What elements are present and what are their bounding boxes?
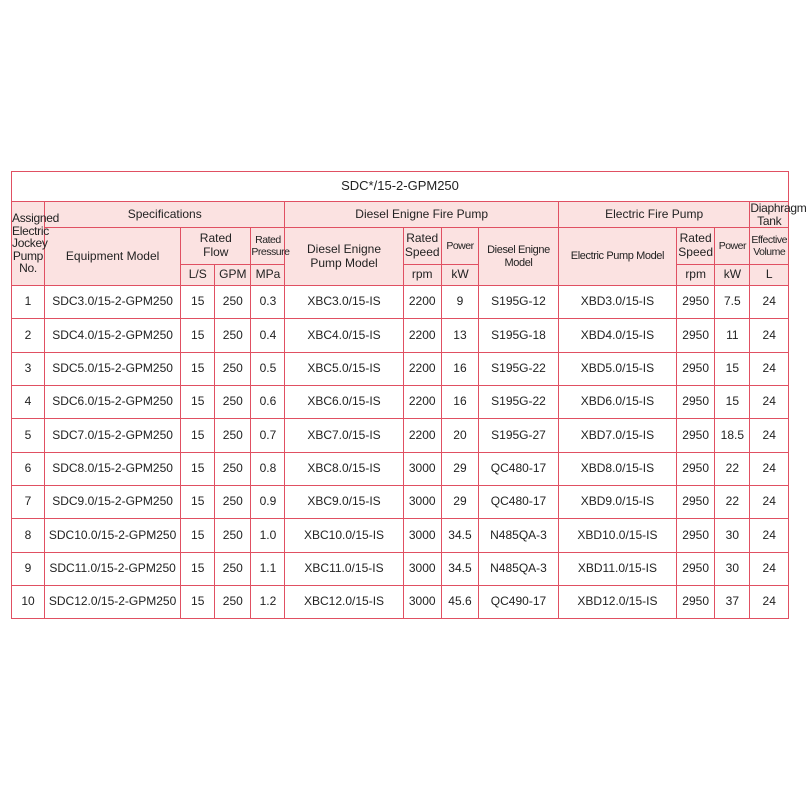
electric-pump-model-cell: XBD8.0/15-IS	[558, 452, 676, 485]
equipment-model-cell: SDC5.0/15-2-GPM250	[44, 352, 180, 385]
diesel-power-cell: 34.5	[441, 552, 478, 585]
row-number: 10	[12, 585, 45, 618]
electric-speed-cell: 2950	[677, 386, 715, 419]
flow-gpm-cell: 250	[215, 452, 251, 485]
table-body	[12, 286, 789, 619]
diesel-rated-speed-header: Rated Speed	[403, 228, 441, 265]
diesel-engine-model-cell: QC490-17	[479, 585, 559, 618]
electric-rated-speed-header: Rated Speed	[677, 228, 715, 265]
table-row	[12, 419, 789, 452]
equipment-model-cell: SDC6.0/15-2-GPM250	[44, 386, 180, 419]
table-row	[12, 552, 789, 585]
electric-pump-model-cell: XBD6.0/15-IS	[558, 386, 676, 419]
pressure-cell: 1.1	[251, 552, 285, 585]
flow-gpm-cell: 250	[215, 319, 251, 352]
diesel-speed-cell: 3000	[403, 485, 441, 518]
row-number: 4	[12, 386, 45, 419]
pressure-cell: 0.9	[251, 485, 285, 518]
equipment-model-cell: SDC10.0/15-2-GPM250	[44, 519, 180, 552]
diesel-pump-model-cell: XBC10.0/15-IS	[285, 519, 403, 552]
effective-volume-cell: 24	[750, 519, 789, 552]
diesel-engine-model-cell: N485QA-3	[479, 519, 559, 552]
table-row	[12, 485, 789, 518]
specifications-header: Specifications	[44, 202, 284, 228]
diaphragm-tank-header: Diaphragm Tank	[750, 201, 806, 228]
diesel-speed-cell: 2200	[403, 319, 441, 352]
electric-speed-cell: 2950	[677, 452, 715, 485]
table-row	[12, 519, 789, 552]
flow-gpm-cell: 250	[215, 519, 251, 552]
diesel-engine-model-cell: S195G-22	[479, 386, 559, 419]
diesel-power-cell: 16	[441, 386, 478, 419]
diesel-engine-model-cell: S195G-12	[479, 286, 559, 319]
row-number: 8	[12, 519, 45, 552]
pressure-cell: 0.3	[251, 286, 285, 319]
table-row	[12, 352, 789, 385]
diesel-engine-model-cell: QC480-17	[479, 485, 559, 518]
diesel-speed-cell: 2200	[403, 419, 441, 452]
effective-volume-cell: 24	[750, 286, 789, 319]
electric-pump-model-cell: XBD9.0/15-IS	[558, 485, 676, 518]
electric-speed-cell: 2950	[677, 352, 715, 385]
diesel-pump-model-cell: XBC5.0/15-IS	[285, 352, 403, 385]
pressure-cell: 0.8	[251, 452, 285, 485]
flow-gpm-cell: 250	[215, 552, 251, 585]
diesel-speed-cell: 3000	[403, 519, 441, 552]
electric-pump-model-cell: XBD7.0/15-IS	[558, 419, 676, 452]
diesel-pump-model-cell: XBC11.0/15-IS	[285, 552, 403, 585]
diesel-engine-model-cell: N485QA-3	[479, 552, 559, 585]
table-row	[12, 452, 789, 485]
effective-volume-cell: 24	[750, 585, 789, 618]
flow-ls-cell: 15	[181, 386, 215, 419]
equipment-model-cell: SDC9.0/15-2-GPM250	[44, 485, 180, 518]
electric-power-cell: 15	[715, 352, 750, 385]
equipment-model-cell: SDC7.0/15-2-GPM250	[44, 419, 180, 452]
table-title: SDC*/15-2-GPM250	[12, 172, 789, 202]
diesel-power-cell: 29	[441, 452, 478, 485]
effective-volume-cell: 24	[750, 485, 789, 518]
diesel-engine-model-cell: QC480-17	[479, 452, 559, 485]
flow-gpm-cell: 250	[215, 485, 251, 518]
row-number: 9	[12, 552, 45, 585]
electric-speed-cell: 2950	[677, 552, 715, 585]
electric-speed-cell: 2950	[677, 519, 715, 552]
flow-gpm-cell: 250	[215, 352, 251, 385]
electric-speed-cell: 2950	[677, 319, 715, 352]
diesel-pump-model-cell: XBC12.0/15-IS	[285, 585, 403, 618]
pressure-cell: 0.4	[251, 319, 285, 352]
row-number: 6	[12, 452, 45, 485]
unit-flow-ls: L/S	[181, 265, 215, 286]
jockey-pump-no-header: Assigned Electric Jockey Pump No.	[12, 202, 45, 286]
electric-power-cell: 15	[715, 386, 750, 419]
diesel-power-cell: 34.5	[441, 519, 478, 552]
electric-pump-model-cell: XBD11.0/15-IS	[558, 552, 676, 585]
row-number: 5	[12, 419, 45, 452]
flow-ls-cell: 15	[181, 452, 215, 485]
electric-pump-model-cell: XBD4.0/15-IS	[558, 319, 676, 352]
diesel-power-header: Power	[441, 228, 478, 265]
diesel-engine-model-cell: S195G-27	[479, 419, 559, 452]
electric-speed-cell: 2950	[677, 286, 715, 319]
diesel-pump-model-cell: XBC8.0/15-IS	[285, 452, 403, 485]
effective-volume-cell: 24	[750, 352, 789, 385]
diesel-pump-model-cell: XBC6.0/15-IS	[285, 386, 403, 419]
equipment-model-cell: SDC4.0/15-2-GPM250	[44, 319, 180, 352]
flow-ls-cell: 15	[181, 319, 215, 352]
diesel-engine-model-header: Diesel Enigne Model	[479, 228, 559, 286]
table-row	[12, 585, 789, 618]
unit-pressure: MPa	[251, 265, 285, 286]
pressure-cell: 0.7	[251, 419, 285, 452]
equipment-model-cell: SDC12.0/15-2-GPM250	[44, 585, 180, 618]
unit-diesel-speed: rpm	[403, 265, 441, 286]
electric-power-cell: 30	[715, 519, 750, 552]
unit-flow-gpm: GPM	[215, 265, 251, 286]
row-number: 1	[12, 286, 45, 319]
unit-volume: L	[750, 265, 789, 286]
row-number: 3	[12, 352, 45, 385]
electric-power-cell: 18.5	[715, 419, 750, 452]
diesel-power-cell: 45.6	[441, 585, 478, 618]
flow-ls-cell: 15	[181, 286, 215, 319]
electric-speed-cell: 2950	[677, 419, 715, 452]
diesel-speed-cell: 2200	[403, 352, 441, 385]
pump-spec-table	[11, 171, 806, 619]
diesel-power-cell: 13	[441, 319, 478, 352]
diesel-pump-model-cell: XBC4.0/15-IS	[285, 319, 403, 352]
unit-electric-speed: rpm	[677, 265, 715, 286]
diesel-pump-model-header: Diesel Enigne Pump Model	[285, 228, 403, 286]
rated-pressure-header: Rated Pressure	[251, 228, 285, 265]
diesel-power-cell: 9	[441, 286, 478, 319]
effective-volume-cell: 24	[750, 319, 789, 352]
pressure-cell: 1.0	[251, 519, 285, 552]
diesel-pump-model-cell: XBC3.0/15-IS	[285, 286, 403, 319]
flow-gpm-cell: 250	[215, 286, 251, 319]
electric-power-cell: 22	[715, 485, 750, 518]
effective-volume-header: Effective Volume	[750, 228, 789, 265]
flow-gpm-cell: 250	[215, 386, 251, 419]
diesel-power-cell: 16	[441, 352, 478, 385]
diesel-engine-model-cell: S195G-22	[479, 352, 559, 385]
electric-speed-cell: 2950	[677, 485, 715, 518]
electric-power-cell: 11	[715, 319, 750, 352]
electric-power-cell: 22	[715, 452, 750, 485]
diesel-pump-model-cell: XBC7.0/15-IS	[285, 419, 403, 452]
diesel-speed-cell: 3000	[403, 585, 441, 618]
diesel-power-cell: 29	[441, 485, 478, 518]
electric-pump-model-cell: XBD12.0/15-IS	[558, 585, 676, 618]
equipment-model-cell: SDC3.0/15-2-GPM250	[44, 286, 180, 319]
flow-ls-cell: 15	[181, 419, 215, 452]
electric-pump-model-cell: XBD5.0/15-IS	[558, 352, 676, 385]
diesel-speed-cell: 3000	[403, 452, 441, 485]
unit-diesel-power: kW	[441, 265, 478, 286]
flow-ls-cell: 15	[181, 585, 215, 618]
diesel-fire-pump-header: Diesel Enigne Fire Pump	[285, 202, 558, 228]
effective-volume-cell: 24	[750, 552, 789, 585]
equipment-model-cell: SDC8.0/15-2-GPM250	[44, 452, 180, 485]
flow-gpm-cell: 250	[215, 585, 251, 618]
flow-ls-cell: 15	[181, 485, 215, 518]
flow-ls-cell: 15	[181, 352, 215, 385]
table-row	[12, 286, 789, 319]
diesel-power-cell: 20	[441, 419, 478, 452]
electric-pump-model-cell: XBD3.0/15-IS	[558, 286, 676, 319]
electric-speed-cell: 2950	[677, 585, 715, 618]
table-row	[12, 319, 789, 352]
pressure-cell: 0.6	[251, 386, 285, 419]
electric-pump-model-cell: XBD10.0/15-IS	[558, 519, 676, 552]
pressure-cell: 1.2	[251, 585, 285, 618]
electric-power-header: Power	[715, 228, 750, 265]
rated-flow-header: Rated Flow	[181, 228, 251, 265]
diesel-speed-cell: 2200	[403, 286, 441, 319]
pressure-cell: 0.5	[251, 352, 285, 385]
flow-gpm-cell: 250	[215, 419, 251, 452]
equipment-model-header: Equipment Model	[44, 228, 180, 286]
effective-volume-cell: 24	[750, 386, 789, 419]
row-number: 7	[12, 485, 45, 518]
diesel-pump-model-cell: XBC9.0/15-IS	[285, 485, 403, 518]
effective-volume-cell: 24	[750, 452, 789, 485]
effective-volume-cell: 24	[750, 419, 789, 452]
electric-power-cell: 37	[715, 585, 750, 618]
electric-fire-pump-header: Electric Fire Pump	[558, 202, 750, 228]
flow-ls-cell: 15	[181, 519, 215, 552]
table-row	[12, 386, 789, 419]
electric-pump-model-header: Electric Pump Model	[558, 228, 676, 286]
electric-power-cell: 7.5	[715, 286, 750, 319]
equipment-model-cell: SDC11.0/15-2-GPM250	[44, 552, 180, 585]
flow-ls-cell: 15	[181, 552, 215, 585]
diesel-speed-cell: 2200	[403, 386, 441, 419]
electric-power-cell: 30	[715, 552, 750, 585]
row-number: 2	[12, 319, 45, 352]
diesel-engine-model-cell: S195G-18	[479, 319, 559, 352]
diesel-speed-cell: 3000	[403, 552, 441, 585]
unit-electric-power: kW	[715, 265, 750, 286]
